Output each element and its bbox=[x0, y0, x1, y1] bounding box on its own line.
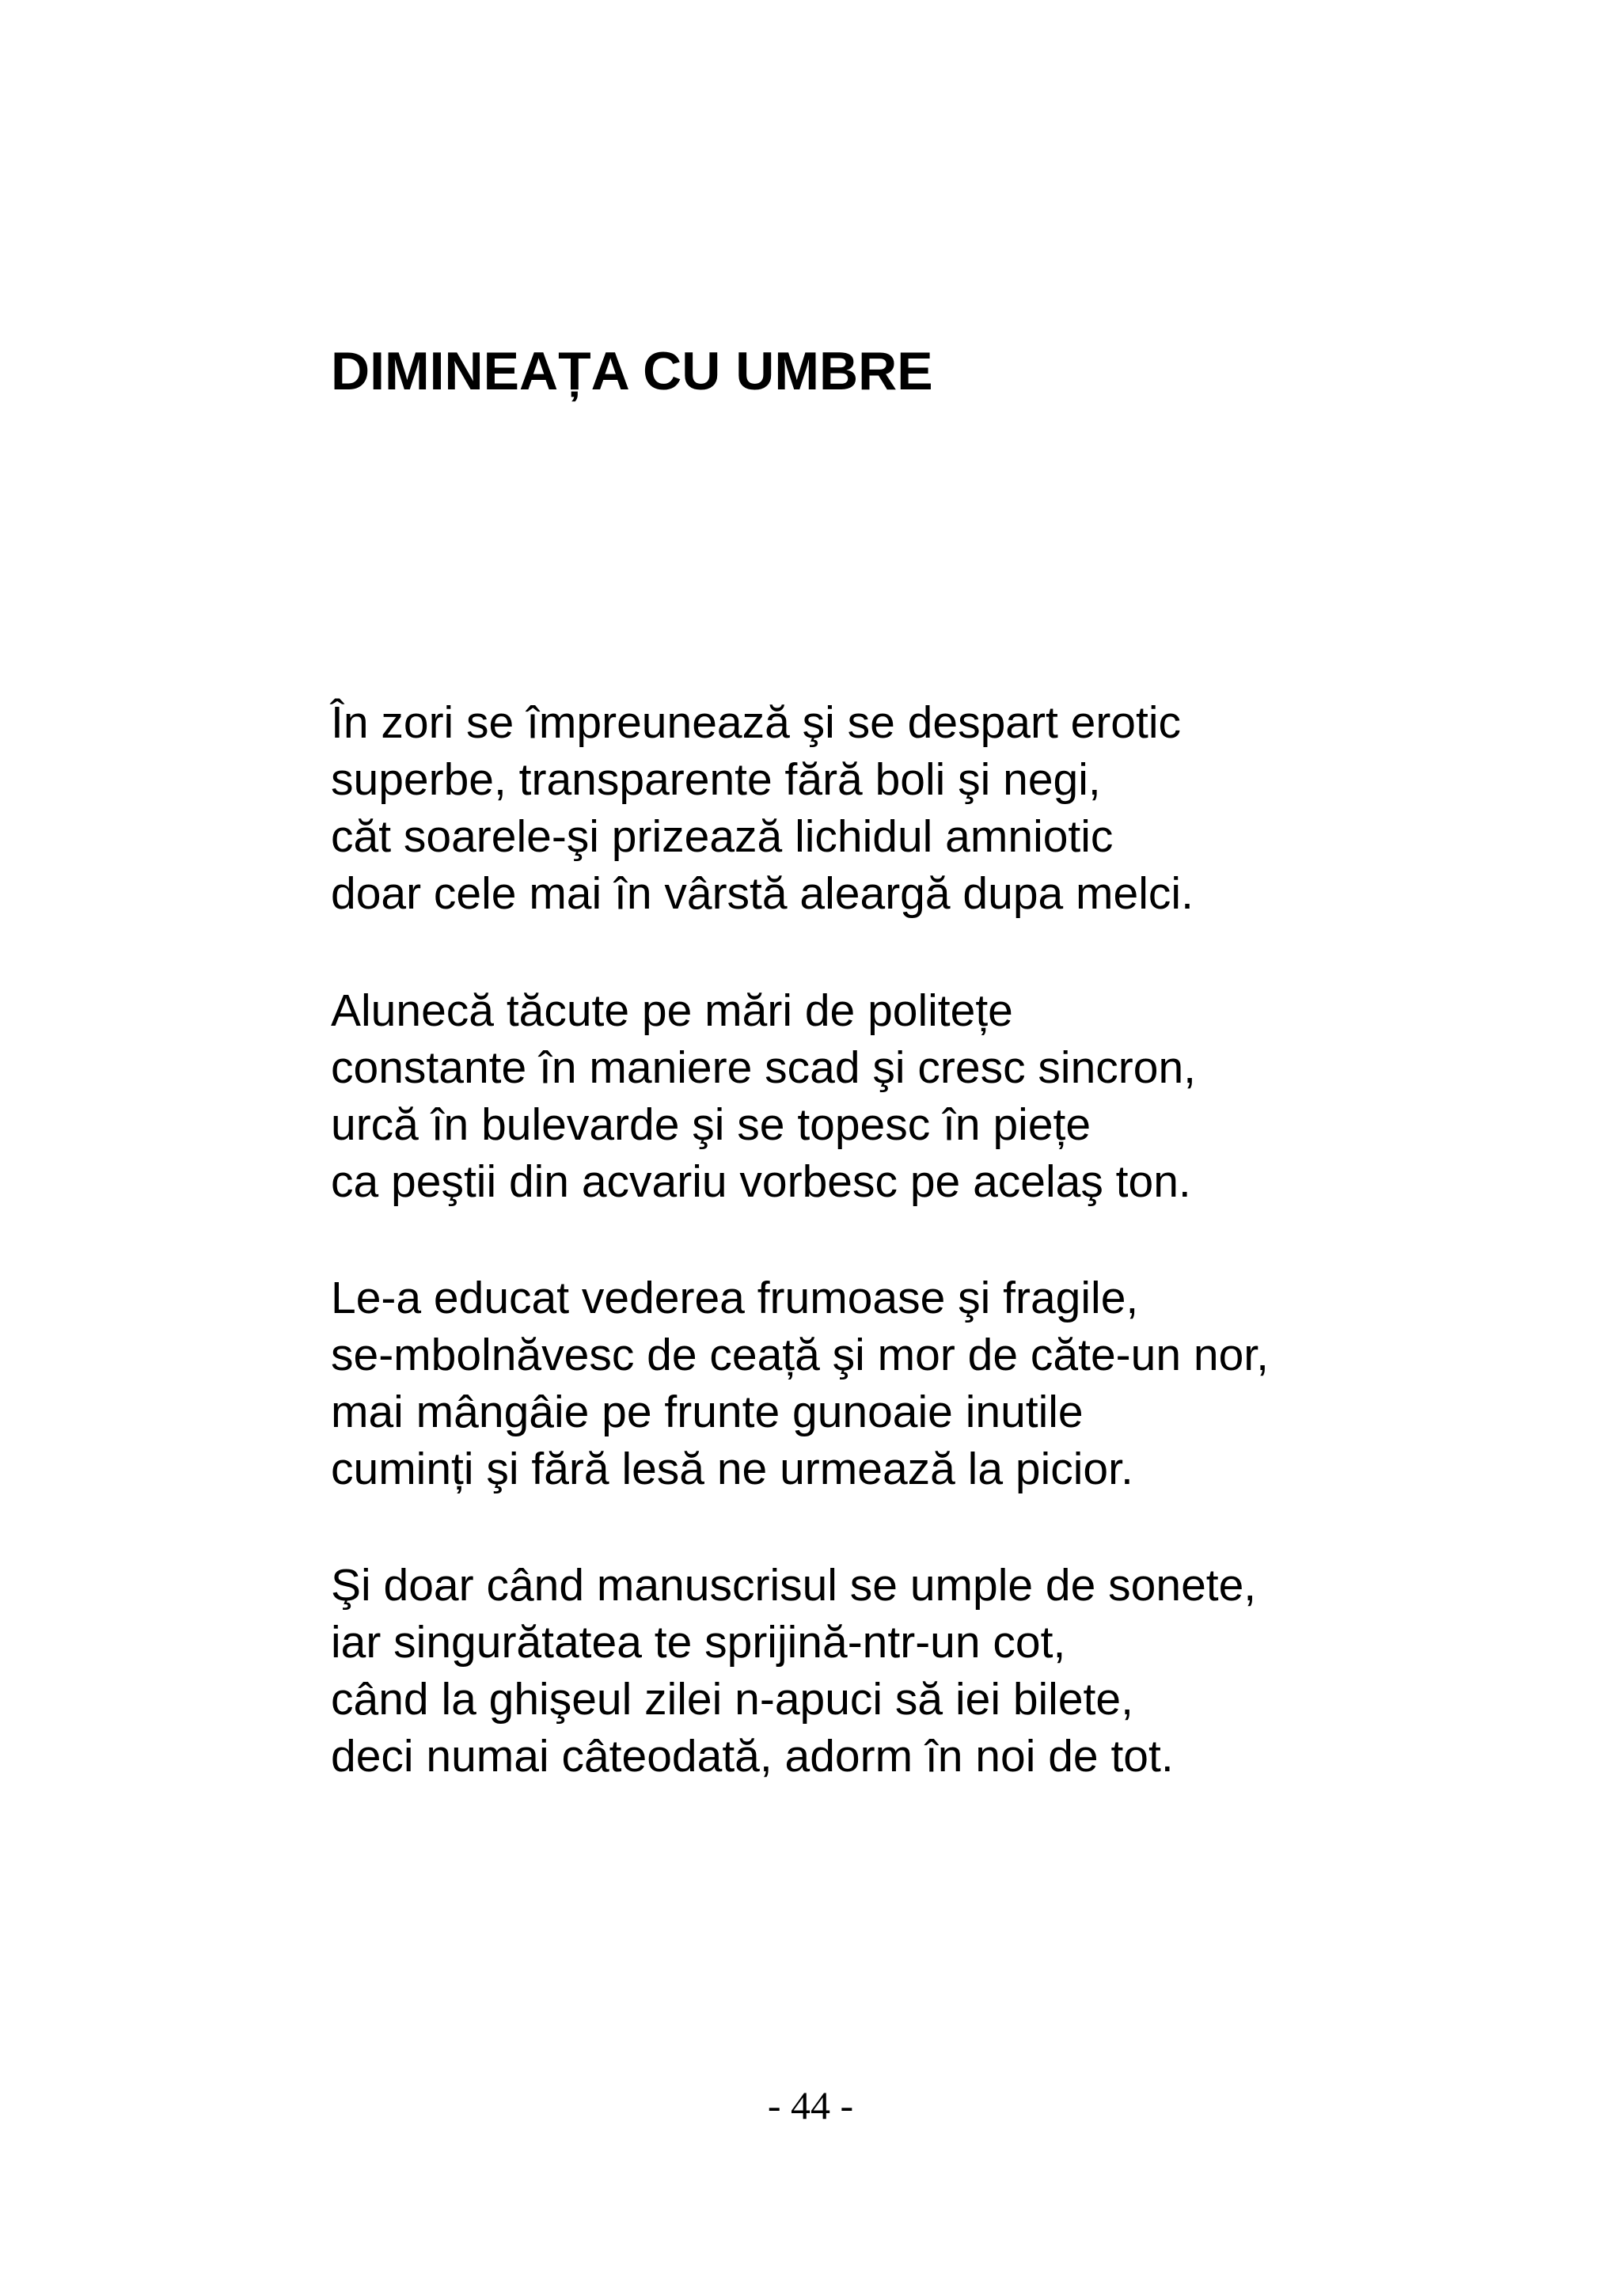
stanza-4 bbox=[331, 1557, 1256, 1785]
verse-line: Şi doar când manuscrisul se umple de sonete, bbox=[331, 1560, 1257, 1611]
verse-line: iar singurătatea te sprijină-ntr-un cot, bbox=[331, 1617, 1066, 1668]
verse-line: superbe, transparente fără boli şi negi, bbox=[331, 754, 1101, 805]
verse-line: căt soarele-şi prizează lichidul amniotic bbox=[331, 811, 1114, 862]
verse-line: se-mbolnăvesc de ceață şi mor de căte-un nor, bbox=[331, 1330, 1269, 1380]
verse-line: În zori se împreunează şi se despart erotic bbox=[331, 697, 1182, 748]
page-number: - 44 - bbox=[767, 2083, 854, 2127]
stanza-2 bbox=[331, 982, 1196, 1210]
poem-title: DIMINEAȚA CU UMBRE bbox=[331, 341, 933, 401]
verse-line: constante în maniere scad şi cresc sincron, bbox=[331, 1042, 1196, 1093]
stanza-3 bbox=[331, 1269, 1269, 1497]
verse-line: mai mângâie pe frunte gunoaie inutile bbox=[331, 1387, 1084, 1437]
verse-line: Alunecă tăcute pe mări de politețe bbox=[331, 985, 1013, 1036]
stanza-1 bbox=[331, 694, 1194, 922]
verse-line: deci numai câteodată, adorm în noi de tot. bbox=[331, 1731, 1174, 1782]
verse-line: doar cele mai în vârstă aleargă dupa melci. bbox=[331, 868, 1194, 919]
verse-line: ca peştii din acvariu vorbesc pe acelaş ton. bbox=[331, 1156, 1191, 1207]
verse-line: cuminți şi fără lesă ne urmează la picior. bbox=[331, 1444, 1133, 1494]
verse-line: Le-a educat vederea frumoase şi fragile, bbox=[331, 1273, 1139, 1323]
verse-line: când la ghişeul zilei n-apuci să iei bilete, bbox=[331, 1674, 1133, 1725]
verse-line: urcă în bulevarde şi se topesc în piețe bbox=[331, 1099, 1091, 1150]
